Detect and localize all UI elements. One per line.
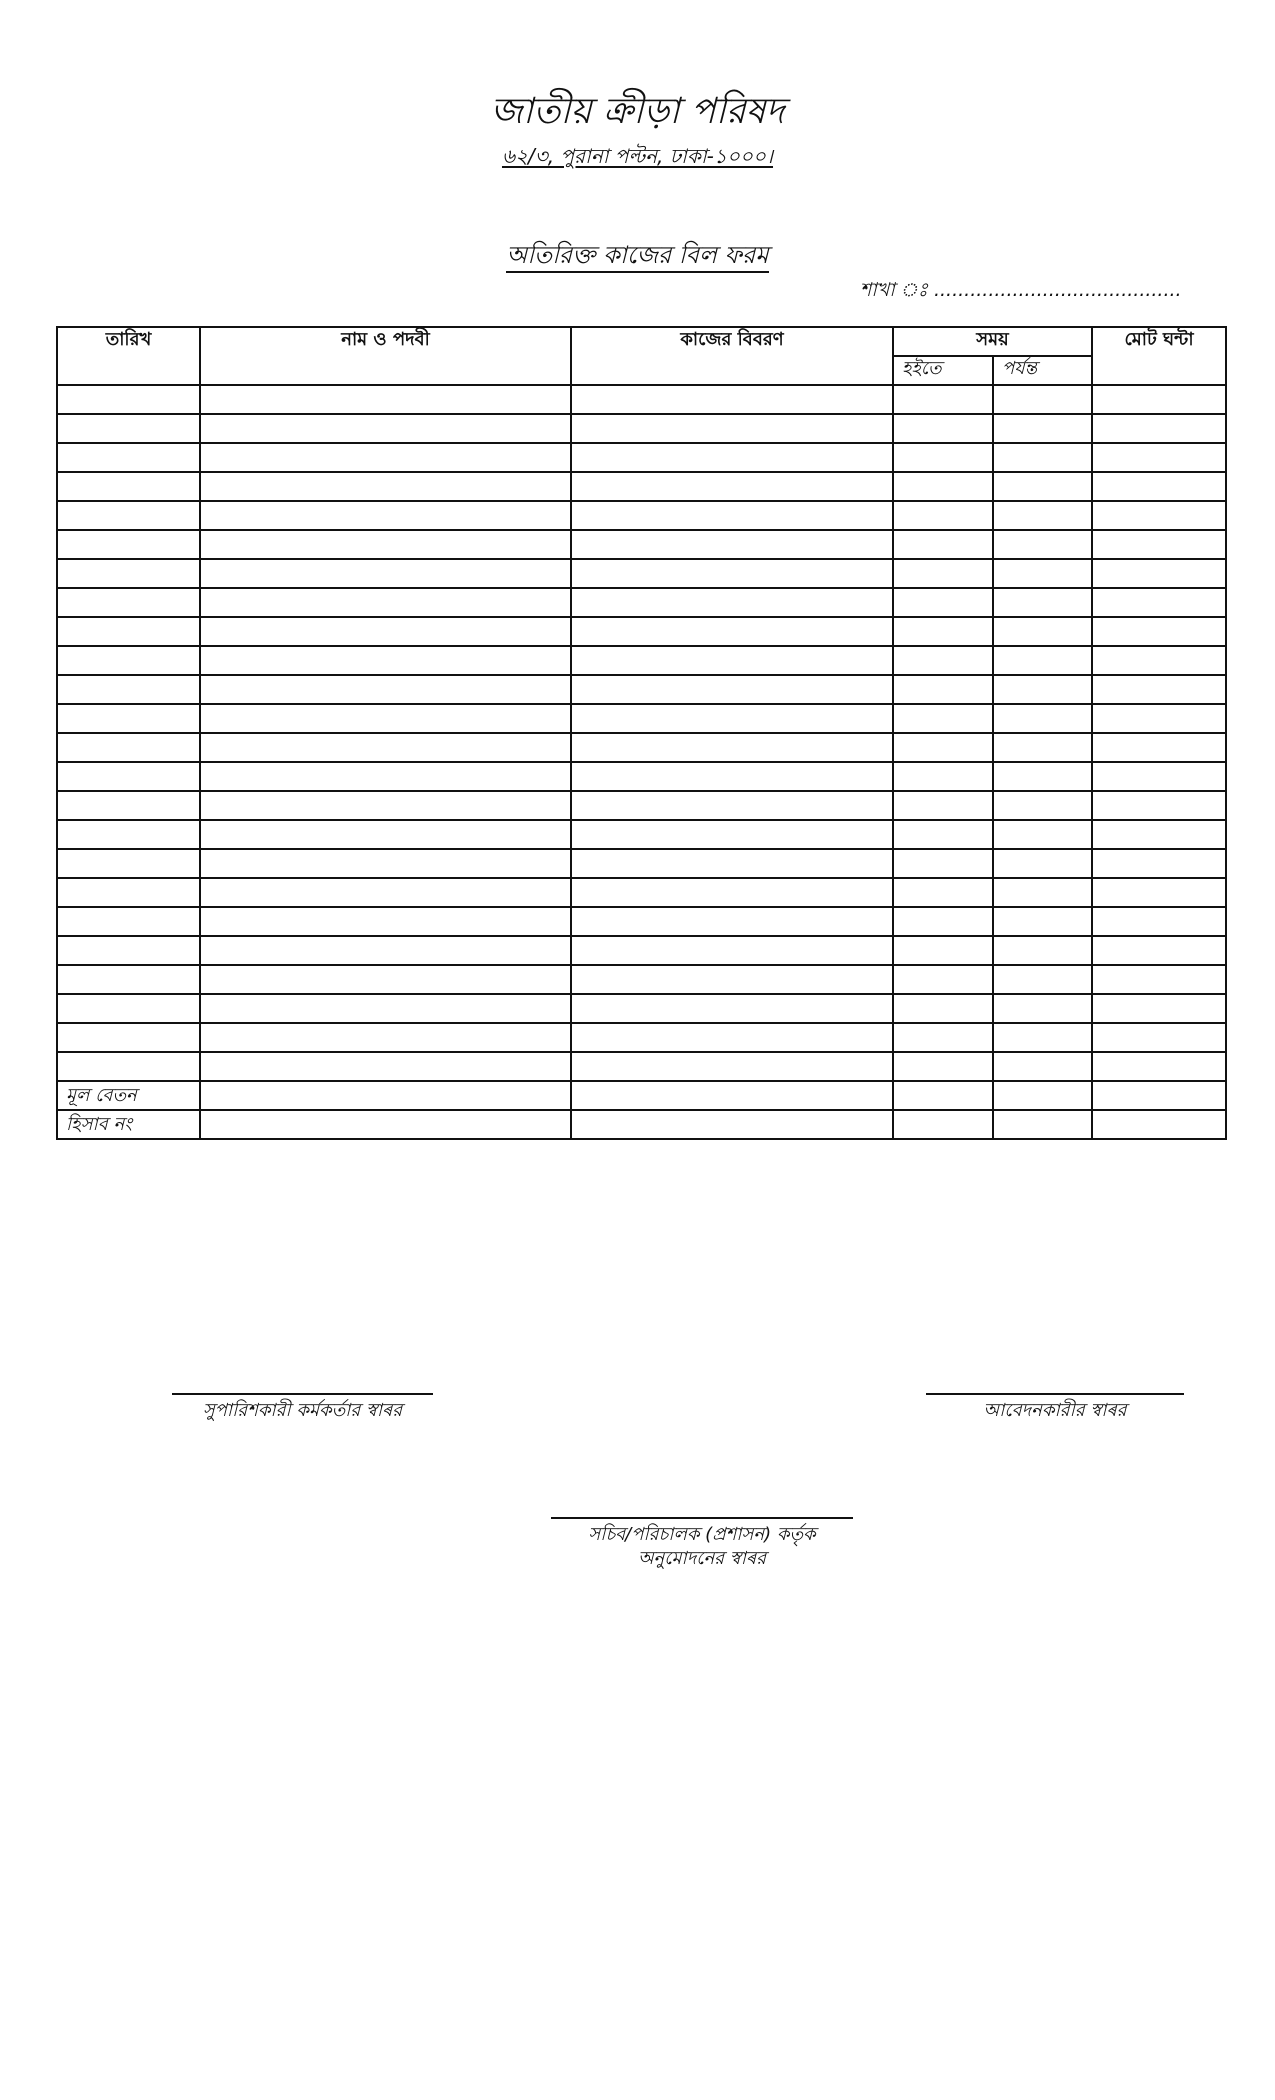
total-hours-cell[interactable] — [1092, 791, 1226, 820]
total-hours-cell[interactable] — [1092, 675, 1226, 704]
time-to-cell[interactable] — [993, 385, 1092, 414]
date-cell[interactable] — [57, 472, 200, 501]
time-from-cell[interactable] — [893, 559, 993, 588]
column-header-total-hours: মোট ঘন্টা — [1092, 327, 1226, 385]
time-to-cell[interactable] — [993, 994, 1092, 1023]
date-cell[interactable] — [57, 646, 200, 675]
time-to-cell[interactable] — [993, 559, 1092, 588]
time-to-cell[interactable] — [993, 1052, 1092, 1081]
date-cell[interactable] — [57, 385, 200, 414]
total-hours-cell[interactable] — [1092, 965, 1226, 994]
date-cell[interactable] — [57, 849, 200, 878]
total-hours-cell[interactable] — [1092, 414, 1226, 443]
total-hours-cell[interactable] — [1092, 994, 1226, 1023]
time-from-cell[interactable] — [893, 791, 993, 820]
work-description-cell[interactable] — [571, 936, 893, 965]
work-description-cell[interactable] — [571, 472, 893, 501]
table-row — [57, 472, 1226, 501]
date-cell[interactable] — [57, 994, 200, 1023]
time-from-cell[interactable] — [893, 907, 993, 936]
table-row — [57, 530, 1226, 559]
total-hours-cell[interactable] — [1092, 1081, 1226, 1110]
time-to-cell[interactable] — [993, 704, 1092, 733]
time-to-cell[interactable] — [993, 472, 1092, 501]
time-from-cell[interactable] — [893, 675, 993, 704]
total-hours-cell[interactable] — [1092, 472, 1226, 501]
name-designation-cell[interactable] — [200, 1023, 571, 1052]
table-row — [57, 849, 1226, 878]
time-from-cell[interactable] — [893, 704, 993, 733]
name-designation-cell[interactable] — [200, 820, 571, 849]
name-designation-cell[interactable] — [200, 501, 571, 530]
table-row — [57, 704, 1226, 733]
table-row — [57, 1052, 1226, 1081]
time-to-cell[interactable] — [993, 820, 1092, 849]
table-row — [57, 501, 1226, 530]
recommending-officer-signature-label: সুপারিশকারী কর্মকর্তার স্বাৰর — [202, 1400, 403, 1421]
total-hours-cell[interactable] — [1092, 443, 1226, 472]
work-description-cell[interactable] — [571, 762, 893, 791]
name-designation-cell[interactable] — [200, 965, 571, 994]
form-title — [0, 240, 1275, 270]
name-designation-cell[interactable] — [200, 588, 571, 617]
time-to-cell[interactable] — [993, 501, 1092, 530]
total-hours-cell[interactable] — [1092, 617, 1226, 646]
name-designation-cell[interactable] — [200, 1052, 571, 1081]
time-from-cell[interactable] — [893, 733, 993, 762]
work-description-cell[interactable] — [571, 1023, 893, 1052]
table-row — [57, 443, 1226, 472]
table-row — [57, 385, 1226, 414]
signature-line — [172, 1393, 433, 1395]
date-cell[interactable] — [57, 414, 200, 443]
table-row — [57, 907, 1226, 936]
time-to-cell[interactable] — [993, 1110, 1092, 1139]
date-cell[interactable] — [57, 501, 200, 530]
organization-name: জাতীয় ক্রীড়া পরিষদ — [490, 91, 785, 132]
branch-field — [860, 277, 1182, 303]
time-from-cell[interactable] — [893, 617, 993, 646]
time-to-cell[interactable] — [993, 733, 1092, 762]
name-designation-cell[interactable] — [200, 994, 571, 1023]
form-title-text: অতিরিক্ত কাজের বিল ফরম — [506, 241, 768, 273]
work-description-cell[interactable] — [571, 559, 893, 588]
time-from-cell[interactable] — [893, 472, 993, 501]
approver-signature — [551, 1517, 853, 1571]
time-to-cell[interactable] — [993, 907, 1092, 936]
name-designation-cell[interactable] — [200, 472, 571, 501]
organization-address — [0, 143, 1275, 169]
name-designation-cell[interactable] — [200, 1110, 571, 1139]
date-cell[interactable] — [57, 820, 200, 849]
date-cell[interactable] — [57, 675, 200, 704]
work-description-cell[interactable] — [571, 385, 893, 414]
total-hours-cell[interactable] — [1092, 588, 1226, 617]
table-row — [57, 559, 1226, 588]
date-cell[interactable] — [57, 617, 200, 646]
total-hours-cell[interactable] — [1092, 733, 1226, 762]
date-cell[interactable] — [57, 1052, 200, 1081]
signature-line — [926, 1393, 1184, 1395]
total-hours-cell[interactable] — [1092, 1110, 1226, 1139]
work-description-cell[interactable] — [571, 588, 893, 617]
table-row — [57, 617, 1226, 646]
date-cell[interactable] — [57, 878, 200, 907]
table-footer-row — [57, 1110, 1226, 1139]
column-header-work-description: কাজের বিবরণ — [571, 327, 893, 385]
table-row — [57, 1023, 1226, 1052]
table-row — [57, 675, 1226, 704]
name-designation-cell[interactable] — [200, 559, 571, 588]
time-to-cell[interactable] — [993, 849, 1092, 878]
work-description-cell[interactable] — [571, 878, 893, 907]
time-from-cell[interactable] — [893, 965, 993, 994]
time-to-cell[interactable] — [993, 965, 1092, 994]
work-description-cell[interactable] — [571, 646, 893, 675]
overtime-bill-table — [56, 326, 1227, 1140]
time-from-cell[interactable] — [893, 936, 993, 965]
total-hours-cell[interactable] — [1092, 646, 1226, 675]
name-designation-cell[interactable] — [200, 646, 571, 675]
date-cell: হিসাব নং — [57, 1110, 200, 1139]
time-from-cell[interactable] — [893, 1052, 993, 1081]
date-cell[interactable] — [57, 443, 200, 472]
name-designation-cell[interactable] — [200, 385, 571, 414]
total-hours-cell[interactable] — [1092, 704, 1226, 733]
approver-signature-label-line2: অনুমোদনের স্বাৰর — [637, 1548, 767, 1569]
work-description-cell[interactable] — [571, 994, 893, 1023]
date-cell[interactable] — [57, 1023, 200, 1052]
total-hours-cell[interactable] — [1092, 559, 1226, 588]
time-from-cell[interactable] — [893, 1023, 993, 1052]
time-to-cell[interactable] — [993, 1023, 1092, 1052]
name-designation-cell[interactable] — [200, 791, 571, 820]
time-to-cell[interactable] — [993, 588, 1092, 617]
time-to-cell[interactable] — [993, 936, 1092, 965]
time-from-cell[interactable] — [893, 414, 993, 443]
name-designation-cell[interactable] — [200, 617, 571, 646]
total-hours-cell[interactable] — [1092, 936, 1226, 965]
date-cell[interactable] — [57, 762, 200, 791]
column-header-time-to: পর্যন্ত — [993, 356, 1092, 385]
table-row — [57, 820, 1226, 849]
table-row — [57, 733, 1226, 762]
work-description-cell[interactable] — [571, 1052, 893, 1081]
time-to-cell[interactable] — [993, 617, 1092, 646]
total-hours-cell[interactable] — [1092, 1052, 1226, 1081]
work-description-cell[interactable] — [571, 443, 893, 472]
work-description-cell[interactable] — [571, 1110, 893, 1139]
work-description-cell[interactable] — [571, 704, 893, 733]
date-cell[interactable] — [57, 965, 200, 994]
total-hours-cell[interactable] — [1092, 1023, 1226, 1052]
time-to-cell[interactable] — [993, 530, 1092, 559]
date-cell[interactable] — [57, 733, 200, 762]
name-designation-cell[interactable] — [200, 530, 571, 559]
table-row — [57, 965, 1226, 994]
time-to-cell[interactable] — [993, 414, 1092, 443]
name-designation-cell[interactable] — [200, 443, 571, 472]
work-description-cell[interactable] — [571, 501, 893, 530]
time-to-cell[interactable] — [993, 1081, 1092, 1110]
time-from-cell[interactable] — [893, 588, 993, 617]
date-cell[interactable] — [57, 704, 200, 733]
date-cell[interactable] — [57, 530, 200, 559]
time-from-cell[interactable] — [893, 849, 993, 878]
work-description-cell[interactable] — [571, 617, 893, 646]
time-to-cell[interactable] — [993, 878, 1092, 907]
time-from-cell[interactable] — [893, 501, 993, 530]
total-hours-cell[interactable] — [1092, 385, 1226, 414]
table-row — [57, 762, 1226, 791]
table-row — [57, 994, 1226, 1023]
time-to-cell[interactable] — [993, 762, 1092, 791]
work-description-cell[interactable] — [571, 907, 893, 936]
date-cell: মূল বেতন — [57, 1081, 200, 1110]
signature-line — [551, 1517, 853, 1519]
time-from-cell[interactable] — [893, 1110, 993, 1139]
table-body — [57, 385, 1226, 1139]
name-designation-cell[interactable] — [200, 704, 571, 733]
total-hours-cell[interactable] — [1092, 762, 1226, 791]
name-designation-cell[interactable] — [200, 762, 571, 791]
table-row — [57, 936, 1226, 965]
time-from-cell[interactable] — [893, 646, 993, 675]
column-header-name-designation: নাম ও পদবী — [200, 327, 571, 385]
table-row — [57, 646, 1226, 675]
time-from-cell[interactable] — [893, 385, 993, 414]
total-hours-cell[interactable] — [1092, 501, 1226, 530]
work-description-cell[interactable] — [571, 733, 893, 762]
name-designation-cell[interactable] — [200, 936, 571, 965]
time-to-cell[interactable] — [993, 791, 1092, 820]
time-to-cell[interactable] — [993, 443, 1092, 472]
time-from-cell[interactable] — [893, 443, 993, 472]
time-from-cell[interactable] — [893, 762, 993, 791]
total-hours-cell[interactable] — [1092, 530, 1226, 559]
branch-value: ......................................... — [933, 279, 1182, 301]
total-hours-cell[interactable] — [1092, 878, 1226, 907]
table-row — [57, 414, 1226, 443]
time-from-cell[interactable] — [893, 878, 993, 907]
table-row — [57, 791, 1226, 820]
applicant-signature-label: আবেদনকারীর স্বাৰর — [983, 1400, 1127, 1421]
date-cell[interactable] — [57, 588, 200, 617]
branch-label: শাখা ঃ — [860, 279, 928, 301]
name-designation-cell[interactable] — [200, 1081, 571, 1110]
date-cell[interactable] — [57, 936, 200, 965]
work-description-cell[interactable] — [571, 1081, 893, 1110]
recommending-officer-signature — [172, 1393, 433, 1423]
work-description-cell[interactable] — [571, 675, 893, 704]
total-hours-cell[interactable] — [1092, 849, 1226, 878]
name-designation-cell[interactable] — [200, 907, 571, 936]
name-designation-cell[interactable] — [200, 675, 571, 704]
time-to-cell[interactable] — [993, 646, 1092, 675]
name-designation-cell[interactable] — [200, 878, 571, 907]
date-cell[interactable] — [57, 907, 200, 936]
column-header-time: সময় — [893, 327, 1092, 356]
time-to-cell[interactable] — [993, 675, 1092, 704]
name-designation-cell[interactable] — [200, 849, 571, 878]
work-description-cell[interactable] — [571, 820, 893, 849]
table-row — [57, 588, 1226, 617]
name-designation-cell[interactable] — [200, 733, 571, 762]
work-description-cell[interactable] — [571, 791, 893, 820]
date-cell[interactable] — [57, 791, 200, 820]
time-from-cell[interactable] — [893, 820, 993, 849]
work-description-cell[interactable] — [571, 414, 893, 443]
date-cell[interactable] — [57, 559, 200, 588]
work-description-cell[interactable] — [571, 849, 893, 878]
name-designation-cell[interactable] — [200, 414, 571, 443]
total-hours-cell[interactable] — [1092, 907, 1226, 936]
work-description-cell[interactable] — [571, 965, 893, 994]
work-description-cell[interactable] — [571, 530, 893, 559]
applicant-signature — [926, 1393, 1184, 1423]
column-header-date: তারিখ — [57, 327, 200, 385]
total-hours-cell[interactable] — [1092, 820, 1226, 849]
table-row — [57, 878, 1226, 907]
table-footer-row — [57, 1081, 1226, 1110]
address-text: ৬২/৩, পুরানা পল্টন, ঢাকা-১০০০। — [501, 144, 774, 168]
time-from-cell[interactable] — [893, 1081, 993, 1110]
approver-signature-label-line1: সচিব/পরিচালক (প্রশাসন) কর্তৃক — [588, 1524, 816, 1545]
time-from-cell[interactable] — [893, 530, 993, 559]
column-header-time-from: হইতে — [893, 356, 993, 385]
time-from-cell[interactable] — [893, 994, 993, 1023]
